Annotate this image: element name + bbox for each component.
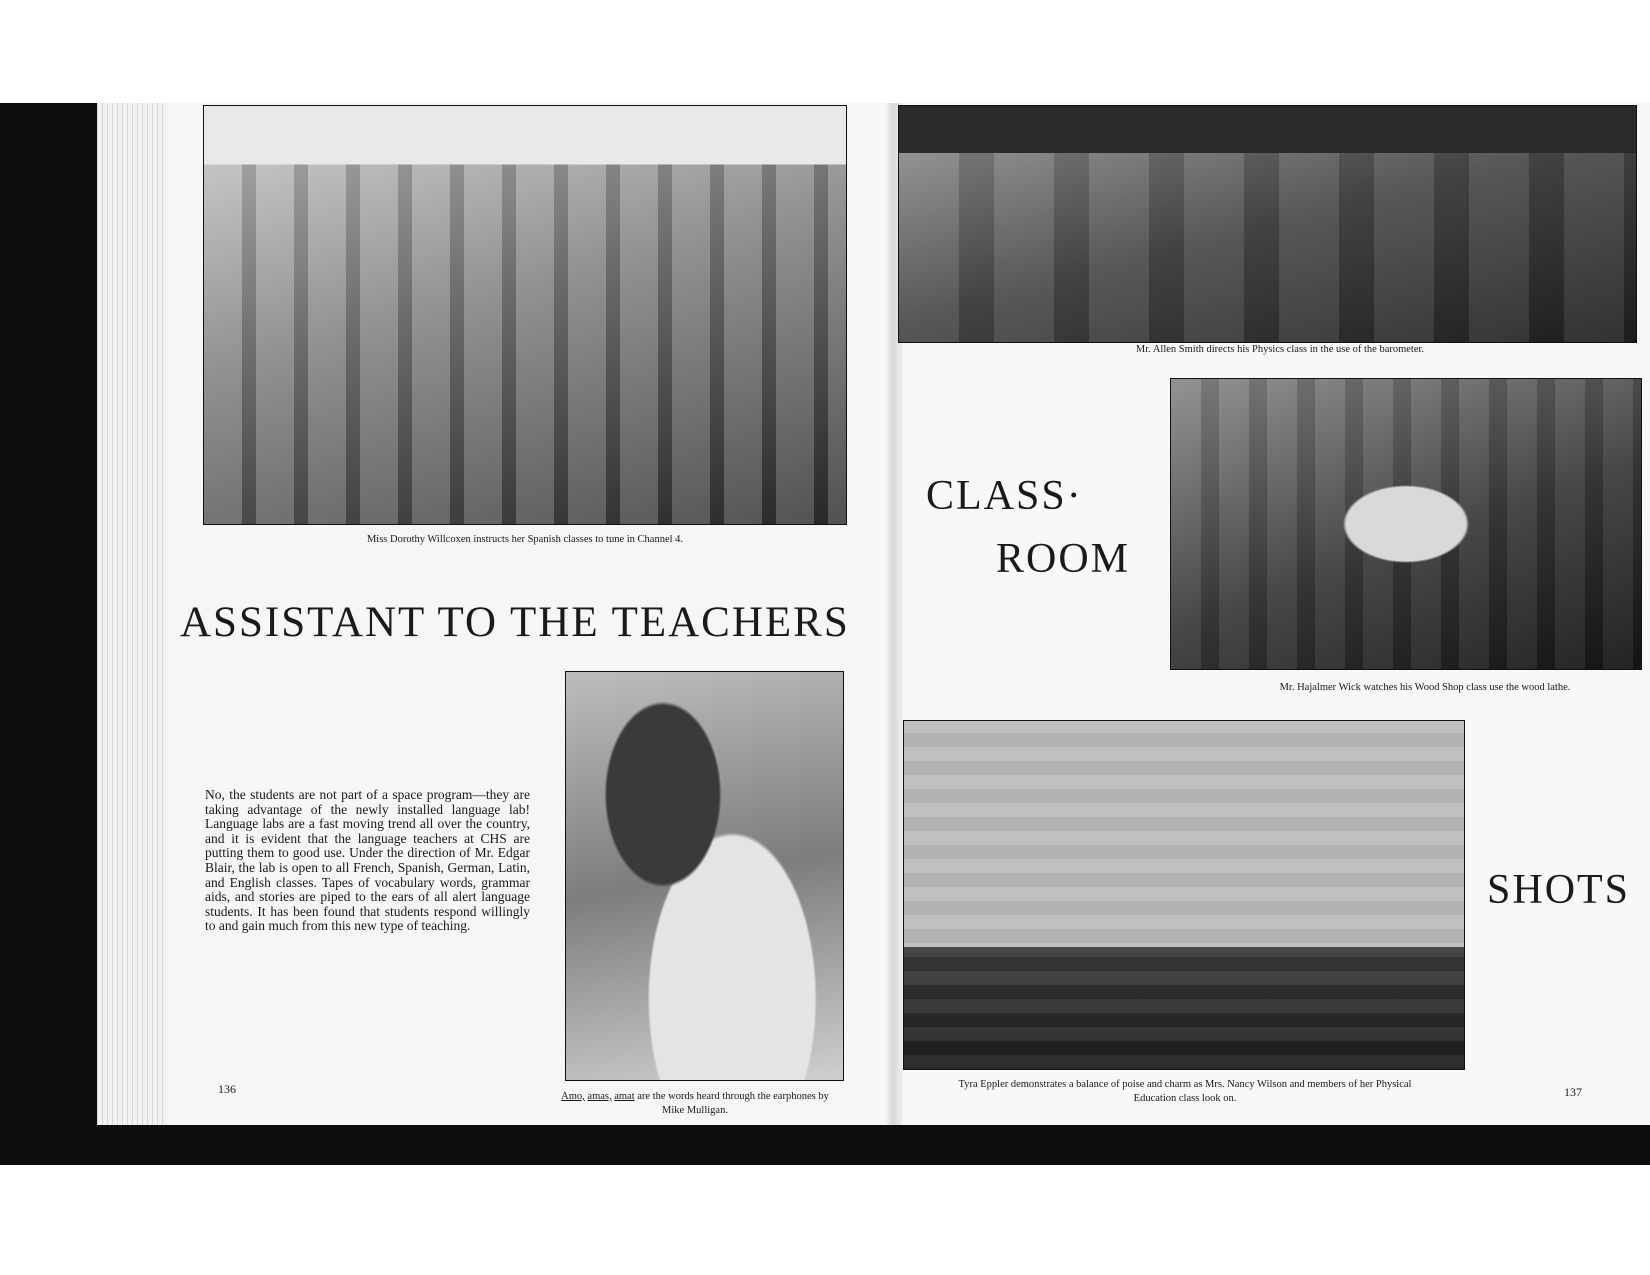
caption-word-amo: Amo, (561, 1091, 585, 1102)
language-lab-photo (203, 105, 847, 525)
earphones-photo (565, 671, 844, 1081)
article-body: No, the students are not part of a space program—they are taking advantage of the newly installed language lab! Language labs are a fast moving trend all over the country, and it is evident that the language teachers at CHS are putting them to good use. Under the direction of Mr. Edgar Blair, the lab is open to all French, Spanish, German, Latin, and English classes. Tapes of vocabulary words, grammar aids, and stories are piped to the ears of all alert language students. It has been found that students respond willingly to and gain much from this new type of teaching. (205, 787, 530, 934)
physics-class-photo (898, 105, 1637, 343)
woodshop-photo (1170, 378, 1642, 670)
caption-word-amas: amas, (587, 1091, 612, 1102)
caption-word-amat: amat (614, 1091, 635, 1102)
page-edges (97, 103, 167, 1125)
caption-rest: are the words heard through the earphones by Mike Mulligan. (637, 1091, 829, 1116)
earphones-caption (560, 1090, 830, 1118)
page-number-right: 137 (1564, 1085, 1582, 1099)
language-lab-caption: Miss Dorothy Willcoxen instructs her Spanish classes to tune in Channel 4. (366, 534, 684, 545)
headline-assistant: ASSISTANT TO THE TEACHERS (180, 599, 850, 646)
headline-room: ROOM (996, 536, 1131, 582)
headline-shots: SHOTS (1487, 867, 1631, 913)
page-number-left: 136 (218, 1082, 236, 1096)
pe-caption: Tyra Eppler demonstrates a balance of poise and charm as Mrs. Nancy Wilson and members of her Physical Education class look on. (958, 1079, 1412, 1104)
woodshop-caption: Mr. Hajalmer Wick watches his Wood Shop class use the wood lathe. (1279, 682, 1571, 693)
headline-class: CLASS· (926, 473, 1083, 519)
physics-caption: Mr. Allen Smith directs his Physics class in the use of the barometer. (1135, 344, 1425, 355)
pe-class-photo (903, 720, 1465, 1070)
